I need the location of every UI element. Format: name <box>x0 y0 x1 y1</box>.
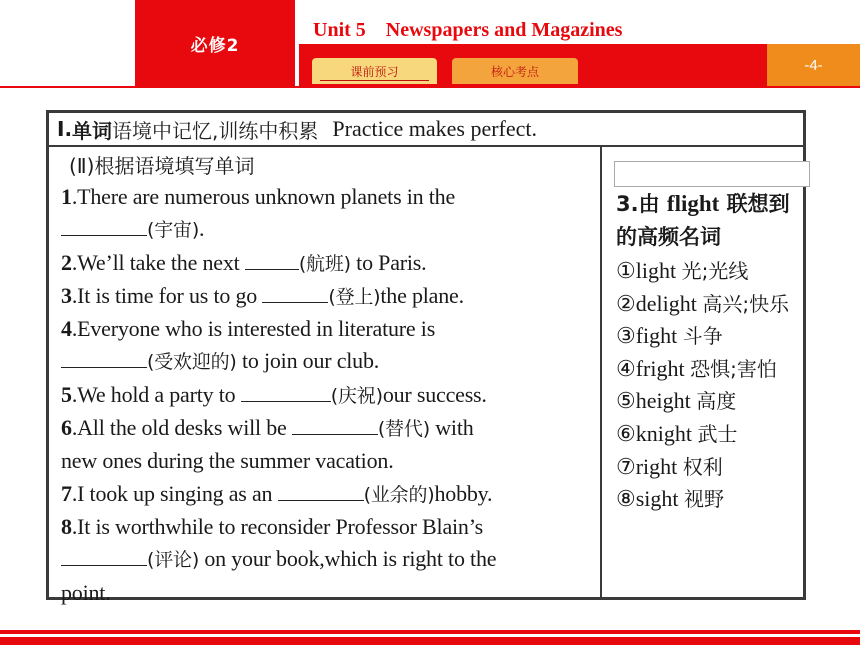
tab-underline <box>320 80 429 81</box>
list-item: ⑥knight 武士 <box>616 420 738 446</box>
book-label: 必修2 <box>190 35 240 56</box>
tab-key-points-label: 核心考点 <box>490 64 539 79</box>
exercise-column <box>49 147 602 605</box>
list-item: ②delight 高兴;快乐 <box>616 290 790 316</box>
answer-blank[interactable] <box>245 251 299 270</box>
answer-blank[interactable] <box>61 547 147 566</box>
exercise-line: (评论) on your book,which is right to the <box>61 543 590 576</box>
answer-blank[interactable] <box>241 383 331 402</box>
exercise-line: 7.I took up singing as an (业余的)hobby. <box>61 480 493 506</box>
list-item: ⑤height 高度 <box>616 388 737 414</box>
exercise-line: 4.Everyone who is interested in literature is <box>61 316 436 342</box>
answer-blank[interactable] <box>61 217 147 236</box>
heading-en: Practice makes perfect. <box>332 116 538 141</box>
word-family-column <box>602 147 803 597</box>
exercise-line: 6.All the old desks will be (替代) with <box>61 415 474 441</box>
list-item: ①light 光;光线 <box>616 258 749 283</box>
tab-preview-label: 课前预习 <box>350 64 399 79</box>
vocab-table <box>46 110 806 605</box>
page-number: -4- <box>767 44 860 86</box>
word-family-list <box>616 255 794 516</box>
list-item: ③fight 斗争 <box>616 323 723 349</box>
answer-blank[interactable] <box>278 482 364 501</box>
answer-blank[interactable] <box>61 349 147 368</box>
exercise-line: 8.It is worthwhile to reconsider Professor Blain’s <box>61 513 483 539</box>
exercise-subtitle: (Ⅱ)根据语境填写单词 <box>69 154 255 178</box>
table-heading <box>49 113 803 147</box>
exercise-line: new ones during the summer vacation. <box>61 448 394 474</box>
footer-rule <box>0 630 860 634</box>
header-rule <box>0 86 860 88</box>
tab-preview[interactable] <box>312 58 437 84</box>
exercise-line: 5.We hold a party to (庆祝)our success. <box>61 381 487 407</box>
footer-bar <box>0 637 860 645</box>
answer-blank[interactable] <box>292 416 378 435</box>
exercise-line: 3.It is time for us to go (登上)the plane. <box>61 282 464 308</box>
exercise-line: 2.We’ll take the next (航班) to Paris. <box>61 249 427 275</box>
book-badge <box>135 0 295 86</box>
tab-key-points[interactable] <box>452 58 578 84</box>
heading-cn: 语境中记忆,训练中积累 <box>112 118 319 143</box>
answer-box[interactable] <box>614 161 810 187</box>
list-item: ④fright 恐惧;害怕 <box>616 355 777 381</box>
heading-part: Ⅰ. <box>57 117 73 141</box>
unit-title: Unit 5 Newspapers and Magazines <box>313 19 623 41</box>
list-item: ⑦right 权利 <box>616 453 723 479</box>
exercise-line: (受欢迎的) to join our club. <box>61 345 590 378</box>
list-item: ⑧sight 视野 <box>616 486 725 512</box>
word-family-title: 3.由 flight 联想到的高频名词 <box>616 191 790 249</box>
exercise-line: point. <box>61 579 111 605</box>
exercise-line: 1.There are numerous unknown planets in the <box>61 184 456 209</box>
exercise-line: (宇宙). <box>61 213 590 246</box>
heading-bold: 单词 <box>72 118 113 143</box>
answer-blank[interactable] <box>262 284 328 303</box>
